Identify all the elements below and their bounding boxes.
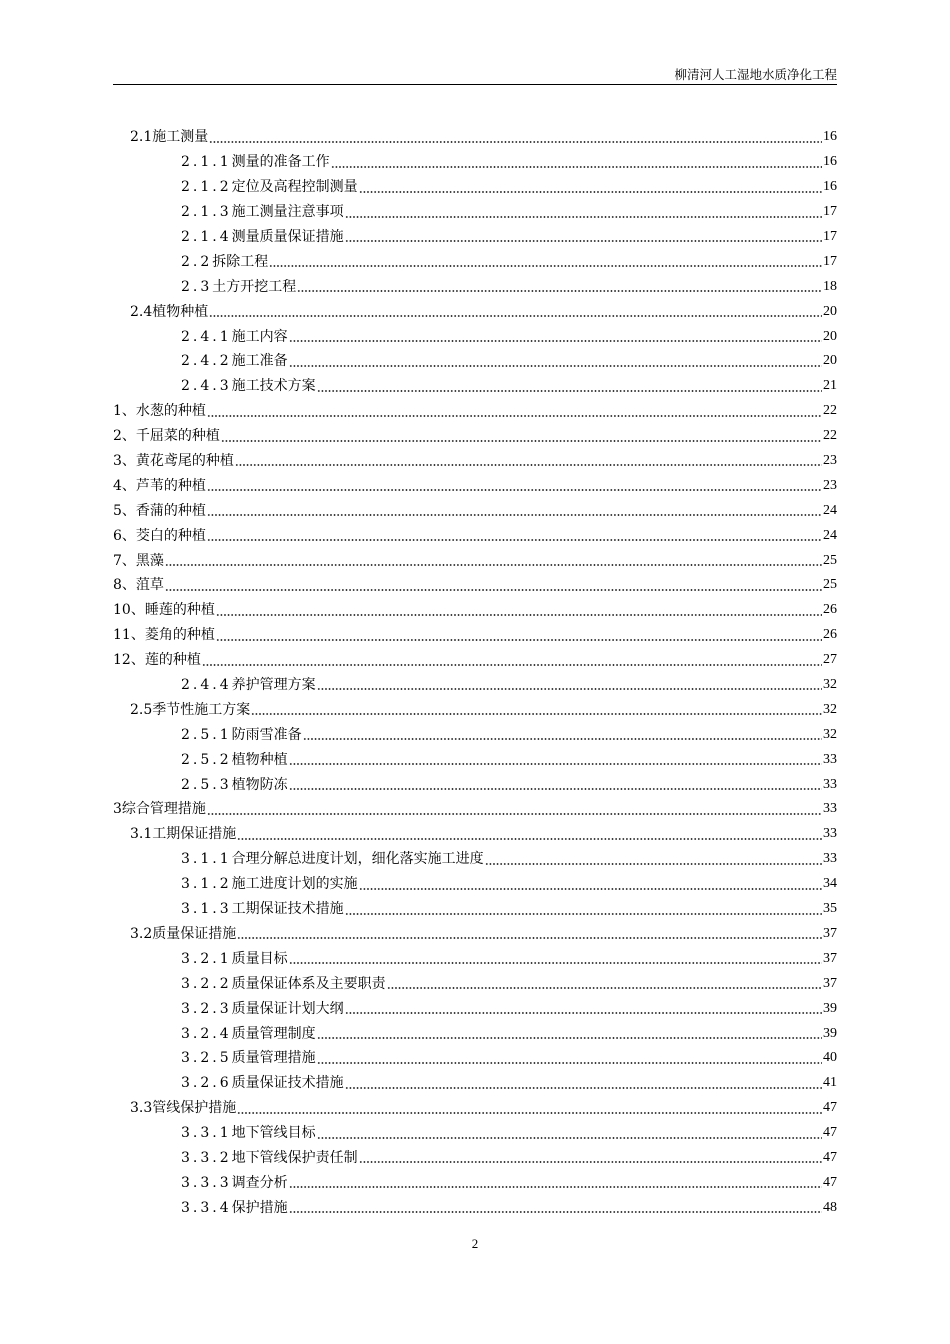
toc-entry-page: 17 <box>823 204 837 220</box>
toc-entry-page: 32 <box>823 677 837 693</box>
toc-entry-number: 2.1.4 <box>181 229 232 245</box>
toc-entry[interactable] <box>113 648 837 673</box>
toc-entry[interactable] <box>113 424 837 449</box>
toc-entry[interactable] <box>113 1096 837 1121</box>
toc-entry[interactable] <box>113 498 837 523</box>
toc-dot-leader <box>289 338 822 344</box>
toc-entry-number: 3.3.3 <box>181 1174 232 1191</box>
toc-entry-page: 33 <box>823 751 837 767</box>
toc-dot-leader <box>216 637 822 643</box>
toc-entry-number: 2.1.1 <box>181 154 232 171</box>
toc-entry-number: 2.1.3 <box>181 204 232 221</box>
toc-entry-title: 测量质量保证措施 <box>231 229 344 245</box>
toc-dot-leader <box>207 487 822 493</box>
toc-entry[interactable] <box>113 872 837 897</box>
toc-entry[interactable] <box>113 1146 837 1171</box>
toc-entry-title: 植物防冻 <box>231 776 288 793</box>
toc-entry[interactable] <box>113 274 837 299</box>
toc-entry-number: 3 <box>113 801 122 818</box>
toc-entry-number: 3.2.2 <box>181 975 232 992</box>
toc-dot-leader <box>237 836 822 842</box>
toc-dot-leader <box>289 761 822 767</box>
toc-entry-title: 防雨雪准备 <box>231 726 302 743</box>
toc-entry[interactable] <box>113 1121 837 1146</box>
toc-entry[interactable] <box>113 225 837 250</box>
toc-dot-leader <box>289 1184 822 1190</box>
toc-entry-page: 37 <box>823 925 837 941</box>
toc-entry-title: 菱角的种植 <box>144 627 215 644</box>
toc-dot-leader <box>165 562 822 568</box>
toc-entry-page: 47 <box>823 1149 837 1165</box>
toc-dot-leader <box>207 537 822 543</box>
toc-entry-page: 26 <box>823 602 837 618</box>
toc-entry-title: 土方开挖工程 <box>212 278 297 295</box>
toc-entry[interactable] <box>113 996 837 1021</box>
toc-entry-number: 3.3.1 <box>181 1125 232 1142</box>
toc-entry-title: 水葱的种植 <box>135 403 206 420</box>
toc-entry-number: 12、 <box>113 652 145 669</box>
toc-entry-title: 综合管理措施 <box>121 801 206 818</box>
toc-dot-leader <box>345 1010 822 1016</box>
toc-entry-page: 32 <box>823 726 837 742</box>
toc-entry-page: 34 <box>823 876 837 892</box>
toc-entry[interactable] <box>113 523 837 548</box>
toc-entry-page: 37 <box>823 975 837 991</box>
toc-entry-page: 23 <box>823 453 837 469</box>
toc-dot-leader <box>235 462 822 468</box>
toc-entry-page: 20 <box>823 328 837 344</box>
toc-entry-number: 2.1 <box>130 129 153 146</box>
toc-entry[interactable] <box>113 374 837 399</box>
toc-entry-number: 2.5.1 <box>181 726 232 743</box>
toc-entry[interactable] <box>113 449 837 474</box>
toc-entry[interactable] <box>113 573 837 598</box>
toc-entry-number: 3、 <box>113 453 136 470</box>
toc-entry-number: 3.3 <box>130 1100 153 1117</box>
toc-entry-title: 施工内容 <box>231 328 288 345</box>
toc-entry-title: 植物种植 <box>152 303 209 320</box>
toc-entry[interactable] <box>113 822 837 847</box>
toc-entry-page: 47 <box>823 1100 837 1116</box>
toc-entry-title: 香蒲的种植 <box>135 502 206 519</box>
toc-dot-leader <box>303 736 822 742</box>
toc-entry-title: 质量管理措施 <box>231 1050 316 1067</box>
toc-dot-leader <box>297 288 822 294</box>
toc-entry-page: 33 <box>823 851 837 867</box>
toc-entry[interactable] <box>113 897 837 922</box>
toc-dot-leader <box>317 1035 822 1041</box>
toc-entry-number: 11、 <box>113 627 145 644</box>
toc-dot-leader <box>345 1085 822 1091</box>
toc-entry-page: 48 <box>823 1199 837 1215</box>
toc-entry-title: 合理分解总进度计划，细化落实施工进度 <box>231 851 484 868</box>
toc-entry-page: 20 <box>823 303 837 319</box>
toc-entry-title: 质量保证措施 <box>152 925 237 942</box>
toc-entry[interactable] <box>113 946 837 971</box>
toc-entry[interactable] <box>113 598 837 623</box>
toc-entry[interactable] <box>113 150 837 175</box>
toc-entry[interactable] <box>113 697 837 722</box>
toc-entry-title: 测量的准备工作 <box>231 154 330 171</box>
toc-dot-leader <box>202 662 822 668</box>
toc-entry[interactable] <box>113 399 837 424</box>
toc-entry-number: 3.1.2 <box>181 876 232 893</box>
toc-entry-title: 定位及高程控制测量 <box>231 179 358 196</box>
toc-entry-title: 施工进度计划的实施 <box>231 876 358 893</box>
toc-entry[interactable] <box>113 1170 837 1195</box>
toc-dot-leader <box>237 935 822 941</box>
toc-dot-leader <box>269 263 822 269</box>
toc-entry-page: 18 <box>823 278 837 294</box>
toc-entry-page: 20 <box>823 353 837 369</box>
toc-entry-number: 6、 <box>113 527 136 544</box>
toc-entry[interactable] <box>113 971 837 996</box>
page-number: 2 <box>471 1236 479 1251</box>
toc-entry-title: 地下管线目标 <box>231 1125 316 1142</box>
toc-dot-leader <box>251 711 822 717</box>
toc-entry-number: 2.4.3 <box>181 378 232 395</box>
toc-entry[interactable] <box>113 1071 837 1096</box>
toc-entry-title: 工期保证措施 <box>152 826 237 843</box>
toc-entry[interactable] <box>113 175 837 200</box>
toc-dot-leader <box>317 1060 822 1066</box>
toc-entry-number: 3.2.1 <box>181 950 232 967</box>
toc-entry-page: 25 <box>823 552 837 568</box>
toc-entry-number: 2.4.4 <box>181 677 232 694</box>
toc-entry[interactable] <box>113 548 837 573</box>
toc-entry-page: 47 <box>823 1174 837 1190</box>
toc-dot-leader <box>289 363 822 369</box>
toc-entry[interactable] <box>113 1195 837 1220</box>
toc-dot-leader <box>289 786 822 792</box>
toc-entry-number: 3.1.1 <box>181 851 232 868</box>
toc-entry-title: 睡莲的种植 <box>144 602 215 619</box>
toc-entry-number: 3.1 <box>130 826 153 843</box>
toc-entry-page: 41 <box>823 1075 837 1091</box>
toc-entry-title: 黄花鸢尾的种植 <box>135 453 234 470</box>
toc-entry[interactable] <box>113 473 837 498</box>
toc-entry-number: 3.2.3 <box>181 1000 232 1017</box>
toc-entry-number: 1、 <box>113 403 136 420</box>
toc-entry-number: 2.4.1 <box>181 328 232 345</box>
toc-entry-title: 菹草 <box>135 577 164 594</box>
toc-entry-title: 质量保证技术措施 <box>231 1075 344 1092</box>
toc-entry[interactable] <box>113 1046 837 1071</box>
toc-dot-leader <box>216 612 822 618</box>
toc-entry-title: 茭白的种植 <box>135 527 206 544</box>
toc-dot-leader <box>207 512 822 518</box>
toc-entry-number: 3.1.3 <box>181 901 232 918</box>
toc-entry-number: 2.5 <box>130 701 153 718</box>
toc-entry-page: 26 <box>823 627 837 643</box>
toc-entry-title: 施工测量注意事项 <box>231 204 344 221</box>
toc-dot-leader <box>359 189 822 195</box>
toc-entry-title: 植物种植 <box>231 751 288 768</box>
toc-entry-title: 季节性施工方案 <box>152 701 251 718</box>
toc-entry-page: 25 <box>823 577 837 593</box>
toc-entry-number: 3.3.2 <box>181 1149 232 1166</box>
toc-entry-number: 3.2.6 <box>181 1075 232 1092</box>
toc-entry-page: 22 <box>823 428 837 444</box>
toc-entry-title: 地下管线保护责任制 <box>231 1149 358 1166</box>
toc-entry-title: 莲的种植 <box>144 652 201 669</box>
toc-entry-page: 40 <box>823 1050 837 1066</box>
toc-entry-title: 质量管理制度 <box>231 1025 316 1042</box>
toc-entry-page: 27 <box>823 652 837 668</box>
toc-dot-leader <box>289 960 822 966</box>
toc-entry[interactable] <box>113 623 837 648</box>
toc-dot-leader <box>165 587 822 593</box>
toc-dot-leader <box>345 214 822 220</box>
toc-dot-leader <box>209 139 822 145</box>
toc-entry-page: 22 <box>823 403 837 419</box>
table-of-contents <box>113 125 837 1220</box>
toc-entry-page: 47 <box>823 1125 837 1141</box>
toc-entry-page: 17 <box>823 229 837 244</box>
toc-entry-number: 2.5.2 <box>181 751 232 768</box>
toc-entry-number: 3.2.4 <box>181 1025 232 1042</box>
toc-entry-title: 质量目标 <box>231 950 288 967</box>
toc-dot-leader <box>221 438 822 444</box>
header-title: 柳清河人工湿地水质净化工程 <box>674 67 837 82</box>
toc-entry-page: 24 <box>823 502 837 518</box>
toc-entry-title: 施工测量 <box>152 129 209 146</box>
toc-entry-page: 32 <box>823 701 837 717</box>
toc-entry-page: 39 <box>823 1000 837 1016</box>
toc-dot-leader <box>331 164 822 170</box>
toc-entry-page: 23 <box>823 477 837 493</box>
toc-entry-number: 2.3 <box>181 278 213 295</box>
toc-entry-title: 管线保护措施 <box>152 1100 237 1117</box>
toc-entry-title: 养护管理方案 <box>231 677 316 694</box>
toc-dot-leader <box>317 1135 822 1141</box>
toc-entry[interactable] <box>113 797 837 822</box>
toc-entry-title: 施工技术方案 <box>231 378 316 395</box>
toc-entry-number: 8、 <box>113 577 136 594</box>
toc-entry-number: 3.2 <box>130 925 153 942</box>
toc-entry-number: 10、 <box>113 602 145 619</box>
toc-dot-leader <box>317 388 822 394</box>
toc-dot-leader <box>359 1159 822 1165</box>
toc-entry[interactable] <box>113 299 837 324</box>
toc-dot-leader <box>345 238 822 244</box>
toc-entry-page: 17 <box>823 253 837 269</box>
toc-entry[interactable] <box>113 922 837 947</box>
toc-dot-leader <box>485 861 822 867</box>
toc-entry-number: 3.2.5 <box>181 1050 232 1067</box>
toc-entry-number: 2.2 <box>181 253 213 270</box>
toc-entry-page: 16 <box>823 154 837 170</box>
toc-entry-number: 2.4 <box>130 303 153 320</box>
toc-entry-title: 黑藻 <box>135 552 164 569</box>
toc-dot-leader <box>207 811 822 817</box>
toc-entry[interactable] <box>113 324 837 349</box>
toc-dot-leader <box>237 1110 822 1116</box>
toc-entry-number: 7、 <box>113 552 136 569</box>
toc-entry-title: 施工准备 <box>231 353 288 370</box>
toc-entry[interactable] <box>113 747 837 772</box>
toc-entry-title: 芦苇的种植 <box>135 477 206 494</box>
toc-dot-leader <box>209 313 822 319</box>
toc-entry-title: 工期保证技术措施 <box>231 901 344 918</box>
toc-entry-title: 拆除工程 <box>212 253 269 270</box>
toc-entry[interactable] <box>113 772 837 797</box>
page-header <box>113 66 837 85</box>
toc-entry-page: 33 <box>823 801 837 817</box>
toc-entry-page: 37 <box>823 950 837 966</box>
toc-dot-leader <box>359 886 822 892</box>
toc-entry-number: 2.5.3 <box>181 776 232 793</box>
toc-entry-page: 33 <box>823 776 837 792</box>
toc-entry-title: 千屈菜的种植 <box>135 428 220 445</box>
toc-entry-number: 4、 <box>113 477 136 494</box>
toc-dot-leader <box>387 985 822 991</box>
toc-entry-title: 调查分析 <box>231 1174 288 1191</box>
toc-entry-page: 24 <box>823 527 837 543</box>
toc-entry-page: 33 <box>823 826 837 842</box>
toc-entry[interactable] <box>113 673 837 698</box>
toc-entry[interactable] <box>113 349 837 374</box>
toc-entry-page: 16 <box>823 129 837 145</box>
toc-dot-leader <box>289 1209 822 1215</box>
toc-entry-number: 2.4.2 <box>181 353 232 370</box>
toc-entry-number: 2、 <box>113 428 136 445</box>
toc-entry[interactable] <box>113 1021 837 1046</box>
toc-entry-page: 21 <box>823 378 837 394</box>
toc-entry-title: 质量保证计划大纲 <box>231 1000 344 1017</box>
toc-entry-number: 5、 <box>113 502 136 519</box>
toc-dot-leader <box>345 911 822 917</box>
toc-entry-title: 质量保证体系及主要职责 <box>231 975 386 992</box>
toc-entry-title: 保护措施 <box>231 1199 288 1216</box>
toc-entry[interactable] <box>113 722 837 747</box>
toc-entry[interactable] <box>113 249 837 274</box>
toc-dot-leader <box>207 413 822 419</box>
toc-entry-page: 39 <box>823 1025 837 1041</box>
toc-entry-number: 2.1.2 <box>181 179 232 196</box>
toc-entry-number: 3.3.4 <box>181 1199 232 1216</box>
toc-dot-leader <box>317 686 822 692</box>
toc-entry[interactable] <box>113 200 837 225</box>
toc-entry-page: 35 <box>823 901 837 917</box>
toc-entry-page: 16 <box>823 179 837 195</box>
toc-entry[interactable] <box>113 125 837 150</box>
toc-entry[interactable] <box>113 847 837 872</box>
